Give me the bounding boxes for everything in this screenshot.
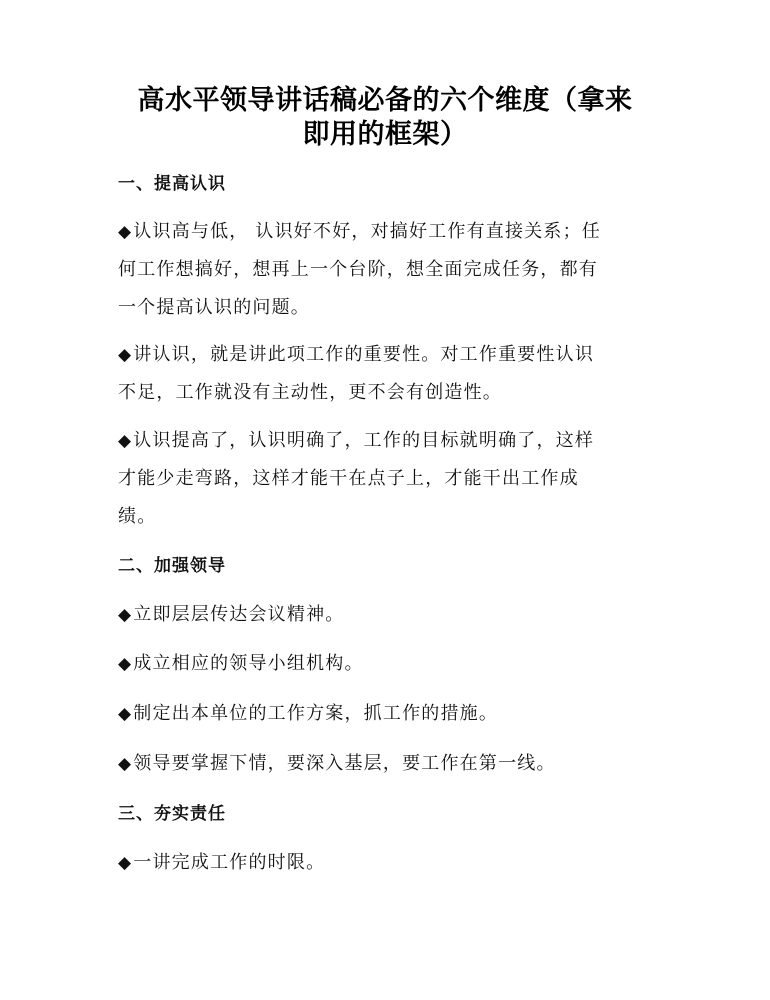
paragraph-1-2 xyxy=(118,336,648,412)
diamond-bullet-icon: ◆ xyxy=(118,704,133,724)
section-heading-2: 二、加强领导 xyxy=(118,556,226,576)
diamond-bullet-icon: ◆ xyxy=(118,754,133,774)
paragraph-line xyxy=(118,422,648,460)
paragraph-line xyxy=(118,695,648,733)
paragraph-text: 认识提高了，认识明确了，工作的目标就明确了，这样 xyxy=(133,430,595,451)
paragraph-2-3 xyxy=(118,695,648,733)
diamond-bullet-icon: ◆ xyxy=(118,345,133,365)
paragraph-text: 领导要掌握下情，要深入基层，要工作在第一线。 xyxy=(133,753,556,774)
paragraph-line xyxy=(118,745,648,783)
paragraph-1-1 xyxy=(118,213,648,327)
diamond-bullet-icon: ◆ xyxy=(118,605,133,625)
paragraph-2-2 xyxy=(118,645,648,683)
paragraph-line: 何工作想搞好，想再上一个台阶，想全面完成任务，都有 xyxy=(118,259,598,280)
paragraph-line: 才能少走弯路，这样才能干在点子上，才能干出工作成 xyxy=(118,468,579,489)
diamond-bullet-icon: ◆ xyxy=(118,222,133,242)
paragraph-text: 讲认识，就是讲此项工作的重要性。对工作重要性认识 xyxy=(133,344,595,365)
paragraph-text: 成立相应的领导小组机构。 xyxy=(133,653,364,674)
paragraph-line xyxy=(118,596,648,634)
paragraph-line xyxy=(118,645,648,683)
paragraph-line: 一个提高认识的问题。 xyxy=(118,297,310,318)
paragraph-line: 不足，工作就没有主动性，更不会有创造性。 xyxy=(118,382,502,403)
paragraph-2-1 xyxy=(118,596,648,634)
title-line-2: 即用的框架） xyxy=(302,119,468,150)
paragraph-text: 一讲完成工作的时限。 xyxy=(133,852,326,873)
paragraph-text: 认识高与低， 认识好不好，对搞好工作有直接关系；任 xyxy=(133,221,602,242)
diamond-bullet-icon: ◆ xyxy=(118,654,133,674)
paragraph-text: 制定出本单位的工作方案，抓工作的措施。 xyxy=(133,703,499,724)
diamond-bullet-icon: ◆ xyxy=(118,431,133,451)
paragraph-line xyxy=(118,213,648,251)
paragraph-line xyxy=(118,336,648,374)
paragraph-line xyxy=(118,844,648,882)
page-title xyxy=(100,84,670,152)
paragraph-2-4 xyxy=(118,745,648,783)
paragraph-3-1 xyxy=(118,844,648,882)
title-line-1: 高水平领导讲话稿必备的六个维度（拿来 xyxy=(137,85,633,116)
paragraph-line: 绩。 xyxy=(118,506,157,527)
section-heading-1: 一、提高认识 xyxy=(118,174,226,194)
paragraph-text: 立即层层传达会议精神。 xyxy=(133,604,345,625)
section-heading-3: 三、夯实责任 xyxy=(118,804,226,824)
diamond-bullet-icon: ◆ xyxy=(118,853,133,873)
paragraph-1-3 xyxy=(118,422,648,536)
